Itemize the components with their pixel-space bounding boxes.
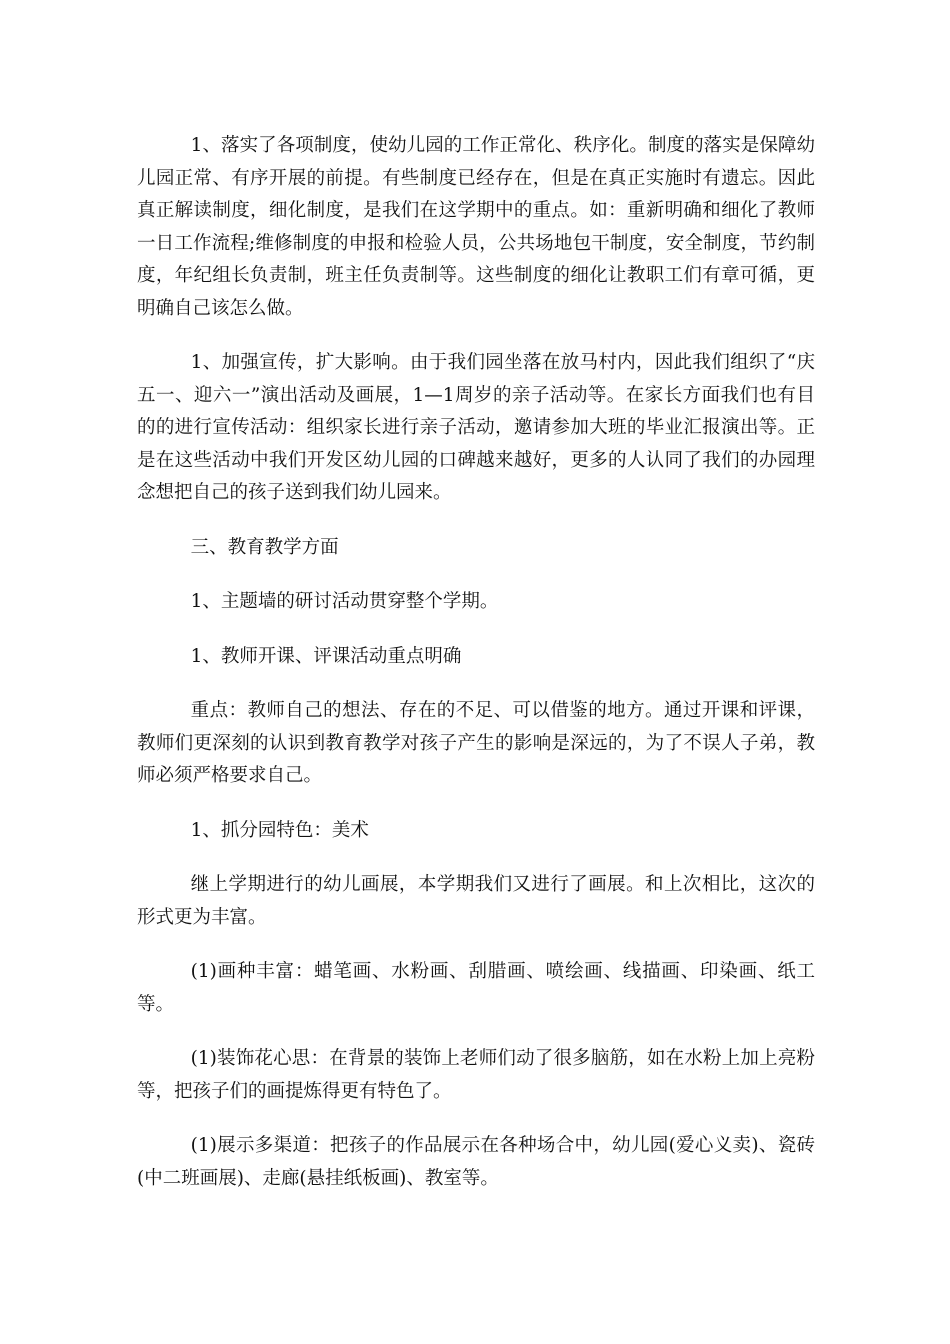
document-body	[137, 130, 815, 1217]
paragraph-art-feature: 1、抓分园特色：美术	[190, 819, 369, 841]
paragraph-key-points: 重点：教师自己的想法、存在的不足、可以借鉴的地方。通过开课和评课，教师们更深刻的认识到教育教学对孩子产生的影响是深远的，为了不误人子弟，教师必须严格要求自己。	[137, 700, 815, 786]
list-item-display-channels: (1)展示多渠道：把孩子的作品展示在各种场合中，幼儿园(爱心义卖)、瓷砖(中二班画展)、走廊(悬挂纸板画)、教室等。	[137, 1135, 815, 1189]
paragraph-teacher-lessons: 1、教师开课、评课活动重点明确	[190, 645, 462, 667]
list-item-decoration: (1)装饰花心思：在背景的装饰上老师们动了很多脑筋，如在水粉上加上亮粉等，把孩子们的画提炼得更有特色了。	[137, 1048, 815, 1102]
paragraph-theme-wall: 1、主题墙的研讨活动贯穿整个学期。	[190, 591, 499, 612]
paragraph-art-exhibition: 继上学期进行的幼儿画展，本学期我们又进行了画展。和上次相比，这次的形式更为丰富。	[137, 874, 815, 928]
paragraph-publicity: 1、加强宣传，扩大影响。由于我们园坐落在放马村内，因此我们组织了“庆五一、迎六一”演出活动及画展，1—1周岁的亲子活动等。在家长方面我们也有目的的进行宣传活动：组织家长进行亲子活动，邀请参加大班的毕业汇报演出等。正是在这些活动中我们开发区幼儿园的口碑越来越好，更多的人认同了我们的办园理念想把自己的孩子送到我们幼儿园来。	[137, 352, 815, 503]
list-item-painting-types: (1)画种丰富：蜡笔画、水粉画、刮腊画、喷绘画、线描画、印染画、纸工等。	[137, 961, 815, 1015]
section-heading-education: 三、教育教学方面	[190, 536, 339, 558]
paragraph-system-implementation: 1、落实了各项制度，使幼儿园的工作正常化、秩序化。制度的落实是保障幼儿园正常、有序开展的前提。有些制度已经存在，但是在真正实施时有遗忘。因此真正解读制度，细化制度，是我们在这学期中的重点。如：重新明确和细化了教师一日工作流程;维修制度的申报和检验人员，公共场地包干制度，安全制度，节约制度，年纪组长负责制，班主任负责制等。这些制度的细化让教职工们有章可循，更明确自己该怎么做。	[137, 135, 815, 319]
